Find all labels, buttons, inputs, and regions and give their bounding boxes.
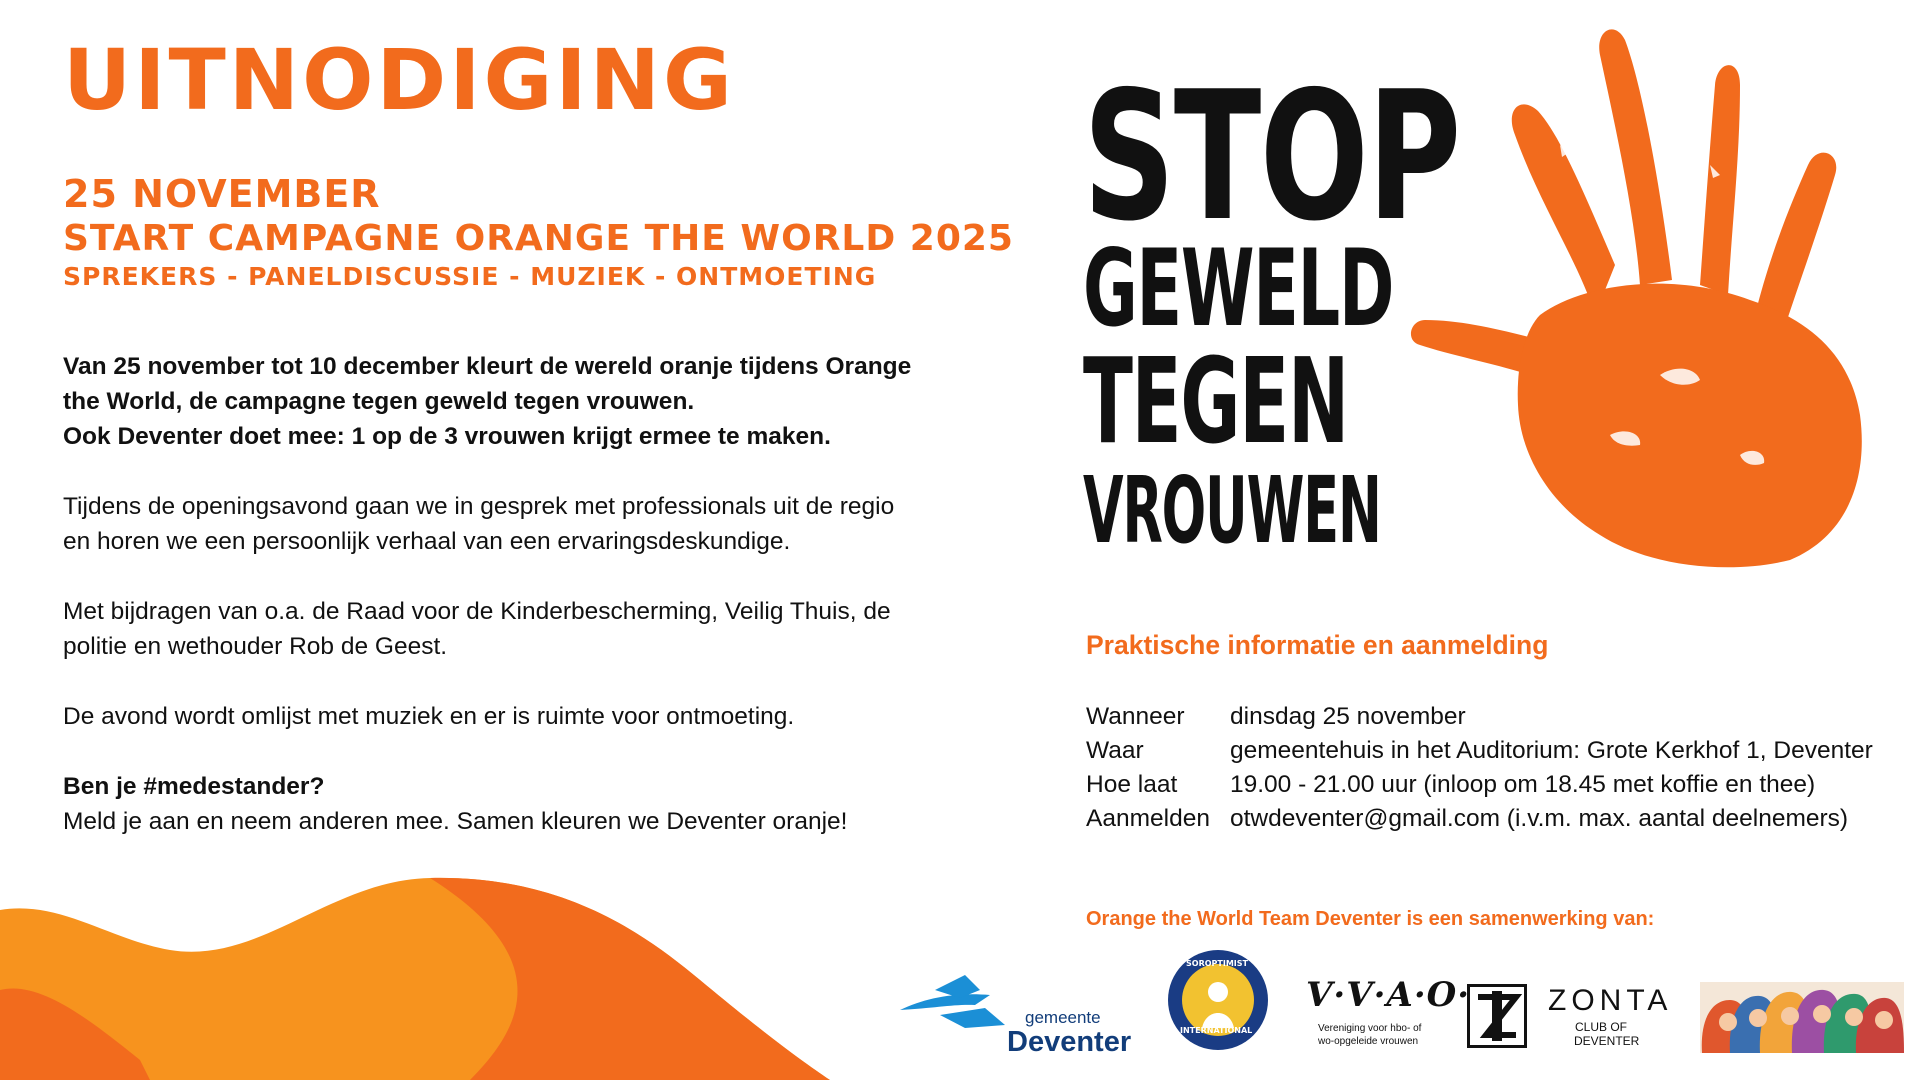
info-row-when [1086,700,1873,734]
info-value: dinsdag 25 november [1230,703,1466,730]
paragraph-line: en horen we een persoonlijk verhaal van een ervaringsdeskundige. [63,528,791,555]
program-list: SPREKERS - PANELDISCUSSIE - MUZIEK - ONTMOETING [63,262,877,291]
info-label: Waar [1086,737,1144,764]
poster-line-tegen: TEGEN [1083,332,1348,470]
orange-wave-decoration [0,870,920,1080]
vvao-logo [1306,975,1471,1050]
soroptimist-top-text: SOROPTIMIST [1186,959,1248,968]
deventer-logo [895,970,1135,1060]
zonta-name: ZONTA [1548,984,1673,1017]
intro-line: Van 25 november tot 10 december kleurt de wereld oranje tijdens Orange [63,353,912,380]
handprint-icon [1410,15,1880,575]
faces-logo [1700,982,1904,1053]
deventer-label-big: Deventer [1007,1026,1132,1058]
zonta-logo [1467,984,1677,1056]
paragraph-line: politie en wethouder Rob de Geest. [63,633,448,660]
poster-line-vrouwen: VROUWEN [1083,457,1381,564]
info-label: Aanmelden [1086,805,1210,832]
intro-line: Ook Deventer doet mee: 1 op de 3 vrouwen krijgt ermee te maken. [63,423,831,450]
info-label: Wanneer [1086,703,1185,730]
invitation-title: UITNODIGING [63,31,735,129]
vvao-title: V·V·A·O· [1306,975,1471,1015]
info-row-where [1086,734,1873,768]
info-label: Hoe laat [1086,771,1178,798]
faces-illustration-icon [1700,982,1904,1053]
info-row-time [1086,768,1873,802]
intro-line: the World, de campagne tegen geweld tegen vrouwen. [63,388,695,415]
paragraph-line: Tijdens de openingsavond gaan we in gesprek met professionals uit de regio [63,493,895,520]
info-value: gemeentehuis in het Auditorium: Grote Kerkhof 1, Deventer [1230,737,1873,764]
info-table [1086,700,1873,836]
vvao-subtitle: wo-opgeleide vrouwen [1318,1036,1419,1047]
soroptimist-logo [1166,948,1270,1052]
info-heading: Praktische informatie en aanmelding [1086,630,1549,660]
cta-heading: Ben je #medestander? [63,773,325,800]
info-value: 19.00 - 21.00 uur (inloop om 18.45 met koffie en thee) [1230,771,1816,798]
poster-line-geweld: GEWELD [1083,227,1394,350]
info-row-signup [1086,802,1873,836]
deventer-label-small: gemeente [1025,1008,1101,1027]
music-paragraph [63,699,993,734]
signup-email[interactable]: otwdeventer@gmail.com (i.v.m. max. aantal deelnemers) [1230,805,1849,832]
collaboration-heading: Orange the World Team Deventer is een samenwerking van: [1086,908,1655,930]
zonta-emblem-icon [1467,984,1527,1048]
deventer-bird-icon [895,970,1015,1040]
paragraph-line: De avond wordt omlijst met muziek en er is ruimte voor ontmoeting. [63,703,795,730]
zonta-club: CLUB OF [1575,1020,1628,1034]
soroptimist-bottom-text: INTERNATIONAL [1180,1026,1253,1035]
zonta-city: DEVENTER [1574,1034,1640,1048]
cta-text: Meld je aan en neem anderen mee. Samen kleuren we Deventer oranje! [63,808,848,835]
intro-paragraph [63,349,993,454]
call-to-action [63,769,993,839]
evening-paragraph [63,489,993,559]
poster-line-stop: STOP [1083,53,1460,260]
vvao-subtitle: Vereniging voor hbo- of [1318,1023,1422,1034]
contributors-paragraph [63,594,993,664]
campaign-title: START CAMPAGNE ORANGE THE WORLD 2025 [63,218,1014,259]
event-date: 25 NOVEMBER [63,172,381,216]
paragraph-line: Met bijdragen van o.a. de Raad voor de Kinderbescherming, Veilig Thuis, de [63,598,891,625]
